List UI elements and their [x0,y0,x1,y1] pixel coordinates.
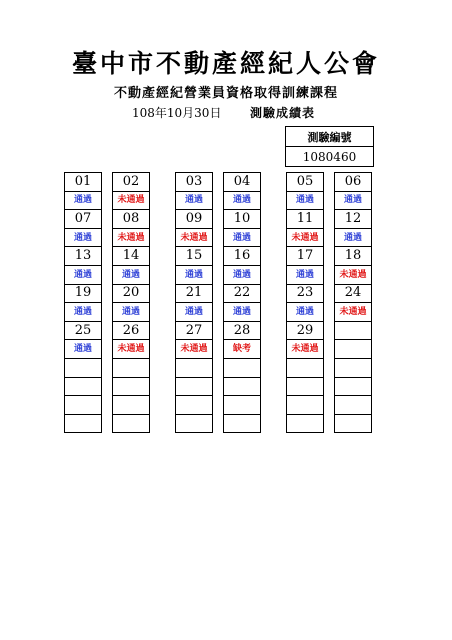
candidate-number: 23 [287,284,324,303]
score-column [175,172,213,433]
empty-cell [287,396,324,415]
candidate-result: 通過 [176,303,213,322]
candidate-result: 通過 [224,191,261,210]
candidate-number: 11 [287,210,324,229]
empty-cell [287,377,324,396]
course-subtitle: 不動產經紀營業員資格取得訓練課程 [113,86,338,101]
empty-cell [335,358,372,377]
candidate-number: 25 [65,321,102,340]
empty-cell [176,377,213,396]
candidate-result: 未通過 [335,303,372,322]
empty-cell [224,377,261,396]
candidate-result: 未通過 [113,340,150,359]
candidate-number: 27 [176,321,213,340]
candidate-number: 06 [335,173,372,192]
candidate-number: 04 [224,173,261,192]
empty-cell [224,358,261,377]
candidate-number: 26 [113,321,150,340]
empty-cell [65,377,102,396]
empty-cell [335,414,372,433]
candidate-number: 05 [287,173,324,192]
empty-cell [224,414,261,433]
candidate-result: 通過 [65,303,102,322]
candidate-number: 15 [176,247,213,266]
candidate-result: 通過 [65,191,102,210]
candidate-number: 24 [335,284,372,303]
candidate-result: 通過 [224,228,261,247]
candidate-number: 22 [224,284,261,303]
candidate-number: 01 [65,173,102,192]
candidate-result: 通過 [113,303,150,322]
candidate-number: 09 [176,210,213,229]
candidate-number: 16 [224,247,261,266]
page-title: 臺中市不動產經紀人公會 [71,49,380,78]
empty-cell [113,377,150,396]
candidate-result: 未通過 [113,191,150,210]
score-column [286,172,324,433]
candidate-number: 07 [65,210,102,229]
candidate-result: 通過 [65,340,102,359]
empty-cell [287,414,324,433]
empty-cell [113,358,150,377]
candidate-result: 未通過 [176,340,213,359]
candidate-number: 29 [287,321,324,340]
candidate-result: 通過 [224,303,261,322]
candidate-number: 19 [65,284,102,303]
empty-cell [335,396,372,415]
candidate-result: 通過 [176,191,213,210]
empty-cell [65,396,102,415]
candidate-number: 28 [224,321,261,340]
candidate-number: 02 [113,173,150,192]
candidate-result: 通過 [335,191,372,210]
empty-cell [65,358,102,377]
candidate-result: 通過 [113,265,150,284]
score-column [64,172,102,433]
candidate-number: 17 [287,247,324,266]
candidate-result: 未通過 [287,340,324,359]
candidate-number: 12 [335,210,372,229]
candidate-result: 通過 [65,265,102,284]
empty-cell [113,396,150,415]
candidate-result: 通過 [65,228,102,247]
candidate-number: 18 [335,247,372,266]
empty-cell [113,414,150,433]
candidate-result: 通過 [287,303,324,322]
candidate-result: 缺考 [224,340,261,359]
empty-cell [176,358,213,377]
test-number-box [285,126,374,167]
test-number-value: 1080460 [286,147,374,167]
empty-cell [65,414,102,433]
report-name: 測驗成績表 [250,106,316,120]
exam-date: 108年10月30日 [132,106,222,120]
candidate-number: 03 [176,173,213,192]
candidate-result: 通過 [335,228,372,247]
candidate-result: 通過 [176,265,213,284]
candidate-result: 通過 [287,265,324,284]
candidate-result [335,340,372,359]
candidate-number [335,321,372,340]
candidate-number: 14 [113,247,150,266]
empty-cell [287,358,324,377]
test-number-label: 測驗編號 [286,127,374,147]
score-column [112,172,150,433]
candidate-result: 未通過 [287,228,324,247]
candidate-result: 未通過 [176,228,213,247]
candidate-number: 20 [113,284,150,303]
empty-cell [176,414,213,433]
candidate-number: 21 [176,284,213,303]
candidate-result: 未通過 [113,228,150,247]
empty-cell [176,396,213,415]
candidate-result: 未通過 [335,265,372,284]
candidate-number: 08 [113,210,150,229]
empty-cell [224,396,261,415]
score-column [223,172,261,433]
score-column [334,172,372,433]
empty-cell [335,377,372,396]
candidate-number: 10 [224,210,261,229]
candidate-number: 13 [65,247,102,266]
candidate-result: 通過 [224,265,261,284]
candidate-result: 通過 [287,191,324,210]
